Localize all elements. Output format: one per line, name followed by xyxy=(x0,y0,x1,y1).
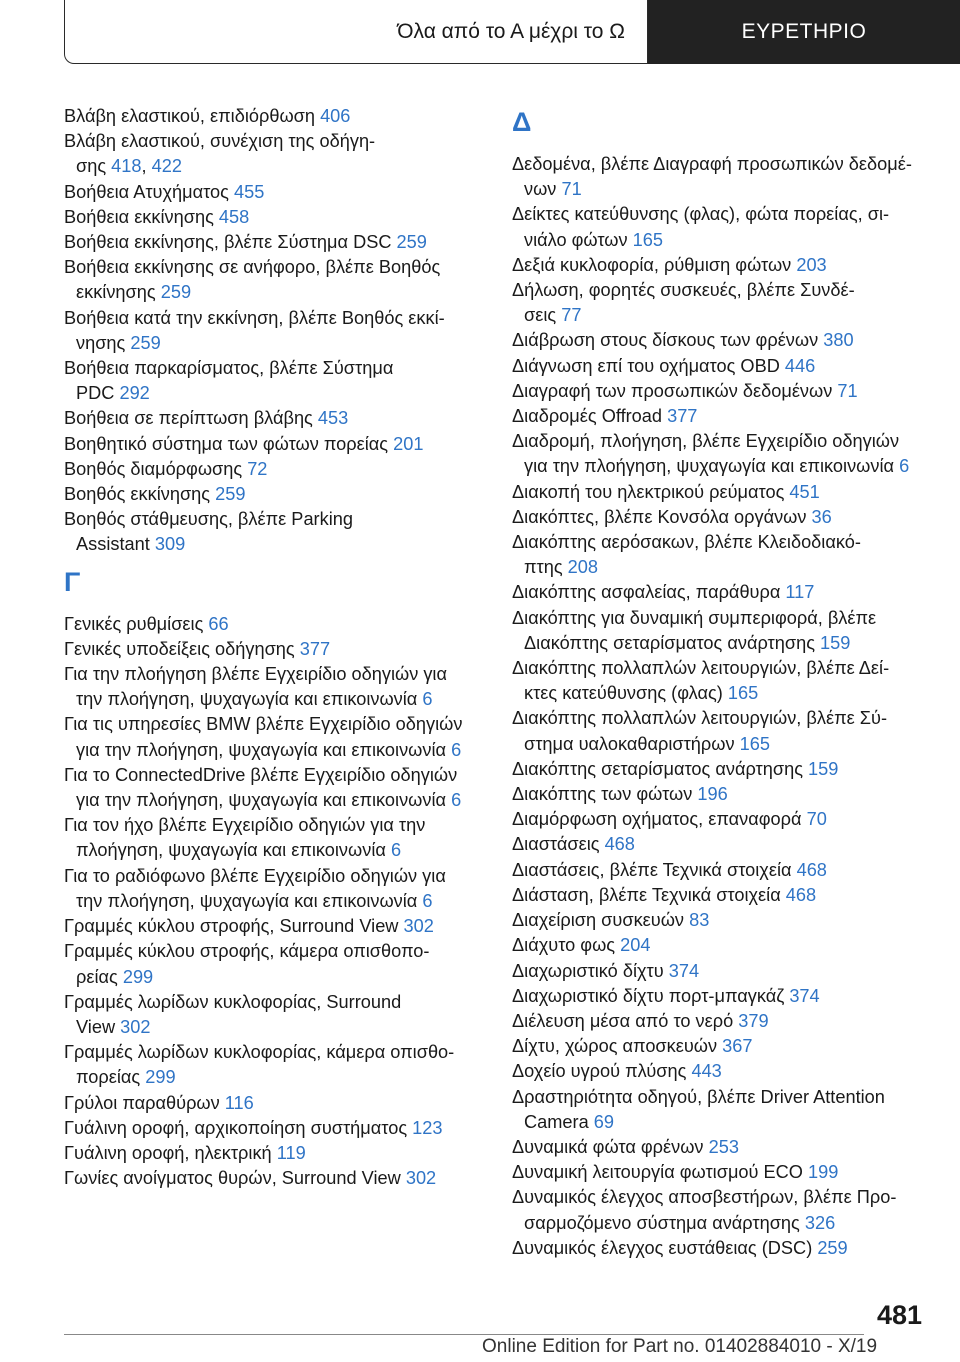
page-reference-link[interactable]: 299 xyxy=(122,966,154,987)
index-entry-text: Γραμμές κύκλου στροφής, Surround View xyxy=(64,916,404,937)
page-reference-link[interactable]: 468 xyxy=(796,859,827,880)
index-entry-text: σεις xyxy=(524,305,562,326)
index-entry-text: κτες κατεύθυνσης (φλας) xyxy=(524,683,728,704)
page-reference-link[interactable]: 6 xyxy=(422,890,433,911)
index-entry-text: Βοήθεια κατά την εκκίνηση, βλέπε Βοηθός εκκί- xyxy=(64,307,445,328)
page-reference-link[interactable]: 443 xyxy=(691,1061,722,1082)
index-entry-text: σης xyxy=(76,156,112,177)
index-column-left xyxy=(64,104,479,1191)
index-entry xyxy=(512,959,927,984)
index-entry-text: στημα υαλοκαθαριστήρων xyxy=(524,733,740,754)
page-reference-link[interactable]: 71 xyxy=(837,380,858,401)
page-number: 481 xyxy=(876,1300,922,1330)
index-entry-text: Βλάβη ελαστικού, συνέχιση της οδήγη- xyxy=(64,131,376,152)
index-entry xyxy=(64,356,479,406)
index-entry xyxy=(512,253,927,278)
index-entry-text: Διέλευση μέσα από το νερό xyxy=(512,1010,739,1031)
page-reference-link[interactable]: 377 xyxy=(667,406,698,427)
page-reference-link[interactable]: 116 xyxy=(224,1092,254,1113)
page-reference-link[interactable]: 446 xyxy=(784,355,816,376)
page-reference-link[interactable]: 326 xyxy=(804,1212,836,1233)
index-entry xyxy=(64,482,479,507)
index-entry-text: Δυναμικός έλεγχος ευστάθειας (DSC) xyxy=(512,1237,818,1258)
index-entry xyxy=(64,180,479,205)
page-reference-link[interactable]: 367 xyxy=(722,1036,753,1057)
index-entry-text: Γραμμές λωρίδων κυκλοφορίας, κάμερα οπισθο- xyxy=(64,1042,455,1063)
index-entry-text: σαρμοζόμενο σύστημα ανάρτησης xyxy=(524,1212,805,1233)
index-entry-text: Δυναμική λειτουργία φωτισμού ECO xyxy=(512,1162,809,1183)
page-reference-link[interactable]: 379 xyxy=(738,1010,769,1031)
index-entry-text: Βοηθός διαμόρφωσης xyxy=(64,458,248,479)
page-reference-link[interactable]: 377 xyxy=(299,638,331,659)
index-entry-text: για την πλοήγηση, ψυχαγωγία και επικοινωνία xyxy=(76,790,452,811)
index-entry xyxy=(64,1141,479,1166)
index-entry-text: Διάχυτο φως xyxy=(512,935,621,956)
index-entry-text: PDC xyxy=(76,383,120,404)
index-entry-text: την πλοήγηση, ψυχαγωγία και επικοινωνία xyxy=(76,689,423,710)
page-reference-link[interactable]: 6 xyxy=(422,689,433,710)
index-entry-text: Για το ραδιόφωνο βλέπε Εγχειρίδιο οδηγιών για xyxy=(64,865,446,886)
index-entry-text: Για τον ήχο βλέπε Εγχειρίδιο οδηγιών για την xyxy=(64,815,426,836)
page-reference-link[interactable]: 72 xyxy=(247,458,268,479)
page-reference-link[interactable]: 165 xyxy=(727,683,759,704)
index-entry xyxy=(512,152,927,202)
page-reference-link[interactable]: 380 xyxy=(823,330,854,351)
page-reference-link[interactable]: 302 xyxy=(120,1016,151,1037)
page-reference-link[interactable]: 36 xyxy=(811,506,832,527)
page-reference-link[interactable]: 418 xyxy=(111,156,142,177)
index-entry xyxy=(512,757,927,782)
page-reference-link[interactable]: 70 xyxy=(806,809,827,830)
index-entry-text: Βοήθεια εκκίνησης xyxy=(64,206,219,227)
index-entry xyxy=(512,278,927,328)
page-reference-link[interactable]: 309 xyxy=(154,534,186,555)
index-entry-text: Βοηθητικό σύστημα των φώτων πορείας xyxy=(64,433,394,454)
page-reference-link[interactable]: 259 xyxy=(160,282,192,303)
page-reference-link[interactable]: 302 xyxy=(405,1168,437,1189)
index-entry-text: Δυναμικά φώτα φρένων xyxy=(512,1136,709,1157)
index-entry-text: Δραστηριότητα οδηγού, βλέπε Driver Attention xyxy=(512,1086,885,1107)
page-reference-link[interactable]: 259 xyxy=(215,484,246,505)
index-entry xyxy=(512,1185,927,1235)
index-entry xyxy=(64,1091,479,1116)
page-reference-link[interactable]: 69 xyxy=(593,1111,614,1132)
index-entry-text: εκκίνησης xyxy=(76,282,161,303)
page-reference-link[interactable]: 6 xyxy=(451,739,462,760)
index-entry xyxy=(64,763,479,813)
page-reference-link[interactable]: 196 xyxy=(697,784,728,805)
index-entry xyxy=(512,404,927,429)
index-entry xyxy=(512,379,927,404)
index-entry xyxy=(64,914,479,939)
index-entry xyxy=(64,406,479,431)
index-entry-text: Διακόπτης αερόσακων, βλέπε Κλειδοδιακό- xyxy=(512,532,861,553)
index-entry-text: Γραμμές κύκλου στροφής, κάμερα οπισθοπο- xyxy=(64,941,430,962)
index-entry-text: για την πλοήγηση, ψυχαγωγία και επικοινωνία xyxy=(76,739,452,760)
index-entry xyxy=(64,1040,479,1090)
index-entry-text: Δίχτυ, χώρος αποσκευών xyxy=(512,1036,723,1057)
index-entry-text: Διακόπτες, βλέπε Κονσόλα οργάνων xyxy=(512,506,812,527)
page-reference-link[interactable]: 83 xyxy=(689,910,710,931)
index-entry xyxy=(512,606,927,656)
index-entry xyxy=(64,205,479,230)
page-reference-link[interactable]: 199 xyxy=(808,1162,839,1183)
index-entry-text: Διαχωριστικό δίχτυ xyxy=(512,960,669,981)
page-reference-link[interactable]: 66 xyxy=(208,613,229,634)
page-reference-link[interactable]: 6 xyxy=(390,840,402,861)
index-entry-text: Διακόπτης σεταρίσματος ανάρτησης xyxy=(524,632,821,653)
index-entry xyxy=(64,129,479,179)
index-entry-text: Βοήθεια παρκαρίσματος, βλέπε Σύστημα xyxy=(64,358,394,379)
page-reference-link[interactable]: 6 xyxy=(899,456,910,477)
index-entry xyxy=(512,1085,927,1135)
page-header xyxy=(64,0,960,64)
index-entry-text: Διάβρωση στους δίσκους των φρένων xyxy=(512,330,824,351)
index-entry xyxy=(64,104,479,129)
index-entry xyxy=(512,858,927,883)
index-entry xyxy=(512,782,927,807)
index-entry-text: , xyxy=(141,156,152,177)
index-entry xyxy=(64,990,479,1040)
index-entry-text: Βλάβη ελαστικού, επιδιόρθωση xyxy=(64,106,321,126)
page-reference-link[interactable]: 77 xyxy=(561,305,582,326)
index-entry xyxy=(64,432,479,457)
index-entry xyxy=(512,202,927,252)
index-entry xyxy=(64,612,479,637)
index-letter-heading: Γ xyxy=(64,566,81,597)
index-entry-text: Διαδρομές Offroad xyxy=(512,406,668,427)
index-entry-text: Για τις υπηρεσίες BMW βλέπε Εγχειρίδιο οδηγιών xyxy=(64,714,463,735)
index-entry-text: Διαμόρφωση οχήματος, επαναφορά xyxy=(512,809,807,830)
page-reference-link[interactable]: 117 xyxy=(785,582,815,603)
index-entry-text: Γενικές ρυθμίσεις xyxy=(64,613,209,634)
index-entry-text: Γωνίες ανοίγματος θυρών, Surround View xyxy=(64,1168,406,1189)
index-entry-text: Βοήθεια εκκίνησης, βλέπε Σύστημα DSC xyxy=(64,232,397,253)
index-entry xyxy=(64,230,479,255)
index-entry-text: Διακόπτης των φώτων xyxy=(512,784,698,805)
index-entry-text: Διαγραφή των προσωπικών δεδομένων xyxy=(512,380,838,401)
index-entry-text: Διακόπτης πολλαπλών λειτουργιών, βλέπε Δεί- xyxy=(512,658,890,679)
index-entry xyxy=(512,1135,927,1160)
index-entry xyxy=(64,712,479,762)
index-entry-text: Δεξιά κυκλοφορία, ρύθμιση φώτων xyxy=(512,254,797,275)
page-reference-link[interactable]: 299 xyxy=(145,1067,176,1088)
index-entry xyxy=(64,637,479,662)
index-entry-text: Βοηθός εκκίνησης xyxy=(64,484,216,505)
footer-divider xyxy=(64,1334,864,1335)
index-entry-text: Διακόπτης για δυναμική συμπεριφορά, βλέπε xyxy=(512,607,877,628)
index-entry-text: Γυάλινη οροφή, ηλεκτρική xyxy=(64,1142,277,1163)
page-reference-link[interactable]: 259 xyxy=(130,332,161,353)
index-entry-text: Γρύλοι παραθύρων xyxy=(64,1092,225,1113)
index-entry xyxy=(64,1166,479,1191)
page-reference-link[interactable]: 455 xyxy=(233,181,265,202)
index-entry-text: Γυάλινη οροφή, αρχικοποίηση συστήματος xyxy=(64,1117,413,1138)
index-entry-text: Δυναμικός έλεγχος αποσβεστήρων, βλέπε Προ- xyxy=(512,1187,897,1208)
index-entry-text: για την πλοήγηση, ψυχαγωγία και επικοινωνία xyxy=(524,456,900,477)
footer-edition-text: Online Edition for Part no. 01402884010 - X/19 xyxy=(482,1336,878,1357)
index-entry-text: πορείας xyxy=(76,1067,146,1088)
index-entry-text: νιάλο φώτων xyxy=(524,229,633,250)
index-entry-text: Διακόπτης πολλαπλών λειτουργιών, βλέπε Σύ- xyxy=(512,708,888,729)
page-reference-link[interactable]: 259 xyxy=(396,232,427,253)
index-letter-heading: Δ xyxy=(512,107,532,137)
index-entry xyxy=(512,530,927,580)
section-title xyxy=(64,0,648,64)
index-entry xyxy=(64,457,479,482)
index-entry-text: Διαστάσεις xyxy=(512,834,605,855)
index-entry-text: Διαστάσεις, βλέπε Τεχνικά στοιχεία xyxy=(512,859,797,880)
page-reference-link[interactable]: 374 xyxy=(789,985,820,1006)
index-entry-text: Διάσταση, βλέπε Τεχνικά στοιχεία xyxy=(512,884,786,905)
index-entry-text: Βοήθεια εκκίνησης σε ανήφορο, βλέπε Βοηθός xyxy=(64,257,441,278)
index-entry xyxy=(64,813,479,863)
section-title-text: Όλα από το Α μέχρι το Ω xyxy=(397,19,625,43)
index-entry xyxy=(512,883,927,908)
index-entry xyxy=(512,480,927,505)
index-entry-text: Δήλωση, φορητές συσκευές, βλέπε Συνδέ- xyxy=(512,280,855,301)
index-entry xyxy=(64,662,479,712)
index-entry xyxy=(512,429,927,479)
page-reference-link[interactable]: 208 xyxy=(567,557,599,578)
index-entry xyxy=(512,505,927,530)
page-reference-link[interactable]: 71 xyxy=(561,179,582,200)
index-entry-text: Διάγνωση επί του οχήματος OBD xyxy=(512,355,785,376)
page-reference-link[interactable]: 6 xyxy=(451,790,462,811)
index-entry xyxy=(512,706,927,756)
index-entry xyxy=(512,1236,927,1261)
index-entry xyxy=(512,984,927,1009)
index-entry xyxy=(512,354,927,379)
index-entry-text: Για το ConnectedDrive βλέπε Εγχειρίδιο οδηγιών xyxy=(64,764,458,785)
page-reference-link[interactable]: 468 xyxy=(785,884,817,905)
index-entry-text: Διαχωριστικό δίχτυ πορτ-μπαγκάζ xyxy=(512,985,790,1006)
page-reference-link[interactable]: 201 xyxy=(393,433,424,454)
index-entry-text: View xyxy=(76,1016,121,1037)
index-entry xyxy=(512,933,927,958)
index-entry xyxy=(64,1116,479,1141)
page-reference-link[interactable]: 159 xyxy=(808,758,839,779)
page-reference-link[interactable]: 458 xyxy=(218,206,250,227)
index-entry xyxy=(64,255,479,305)
index-entry-text: πλοήγηση, ψυχαγωγία και επικοινωνία xyxy=(76,840,391,861)
page-reference-link[interactable]: 422 xyxy=(151,156,182,177)
index-entry-text: Διαχείριση συσκευών xyxy=(512,910,690,931)
index-column-right xyxy=(512,104,927,1261)
page-reference-link[interactable]: 253 xyxy=(708,1136,739,1157)
index-entry-text: Δεδομένα, βλέπε Διαγραφή προσωπικών δεδομέ- xyxy=(512,154,912,174)
page-reference-link[interactable]: 453 xyxy=(317,408,349,429)
index-entry xyxy=(512,1160,927,1185)
index-entry xyxy=(64,939,479,989)
page-reference-link[interactable]: 451 xyxy=(789,481,820,502)
index-entry-text: Δείκτες κατεύθυνσης (φλας), φώτα πορείας, σι- xyxy=(512,204,890,225)
index-entry-text: πτης xyxy=(524,557,568,578)
page-reference-link[interactable]: 165 xyxy=(632,229,664,250)
index-entry xyxy=(512,328,927,353)
page-reference-link[interactable]: 204 xyxy=(620,935,651,956)
index-entry-text: Για την πλοήγηση βλέπε Εγχειρίδιο οδηγιών για xyxy=(64,664,447,685)
index-entry-text: Camera xyxy=(524,1111,594,1132)
index-entry-text: Assistant xyxy=(76,534,155,555)
index-entry-text: νησης xyxy=(76,332,131,353)
page-reference-link[interactable]: 468 xyxy=(604,834,635,855)
index-entry-text: Βοηθός στάθμευσης, βλέπε Parking xyxy=(64,509,353,530)
index-entry-text: Δοχείο υγρού πλύσης xyxy=(512,1061,692,1082)
page-reference-link[interactable]: 292 xyxy=(119,383,150,404)
index-entry-text: Διακοπή του ηλεκτρικού ρεύματος xyxy=(512,481,790,502)
index-entry xyxy=(64,864,479,914)
index-entry-text: Γραμμές λωρίδων κυκλοφορίας, Surround xyxy=(64,991,402,1012)
index-entry xyxy=(512,1009,927,1034)
page-reference-link[interactable]: 159 xyxy=(820,632,851,653)
page-reference-link[interactable]: 123 xyxy=(412,1117,443,1138)
page-reference-link[interactable]: 119 xyxy=(276,1142,306,1163)
index-tab-label: ΕΥΡΕΤΗΡΙΟ xyxy=(741,20,867,43)
page-reference-link[interactable]: 302 xyxy=(403,916,434,937)
index-entry-text: Διαδρομή, πλοήγηση, βλέπε Εγχειρίδιο οδηγιών xyxy=(512,431,900,452)
index-entry-text: Διακόπτης ασφαλείας, παράθυρα xyxy=(512,582,786,603)
page-reference-link[interactable]: 259 xyxy=(817,1237,848,1258)
index-entry xyxy=(512,832,927,857)
index-entry xyxy=(512,908,927,933)
index-entry xyxy=(64,507,479,557)
index-entry-text: Διακόπτης σεταρίσματος ανάρτησης xyxy=(512,758,809,779)
page-reference-link[interactable]: 406 xyxy=(320,106,351,126)
index-entry xyxy=(64,306,479,356)
index-entry xyxy=(512,1059,927,1084)
index-entry-text: νων xyxy=(524,179,562,200)
index-entry xyxy=(512,1034,927,1059)
index-entry-text: Γενικές υποδείξεις οδήγησης xyxy=(64,638,300,659)
index-entry-text: την πλοήγηση, ψυχαγωγία και επικοινωνία xyxy=(76,890,423,911)
index-entry-text: Βοήθεια σε περίπτωση βλάβης xyxy=(64,408,318,429)
index-entry-text: ρείας xyxy=(76,966,123,987)
page-reference-link[interactable]: 165 xyxy=(739,733,770,754)
index-entry xyxy=(512,807,927,832)
index-entry xyxy=(512,580,927,605)
index-tab[interactable] xyxy=(648,0,960,64)
index-entry-text: Βοήθεια Ατυχήματος xyxy=(64,181,234,202)
index-entry xyxy=(512,656,927,706)
page-reference-link[interactable]: 374 xyxy=(668,960,700,981)
page-reference-link[interactable]: 203 xyxy=(796,254,827,275)
